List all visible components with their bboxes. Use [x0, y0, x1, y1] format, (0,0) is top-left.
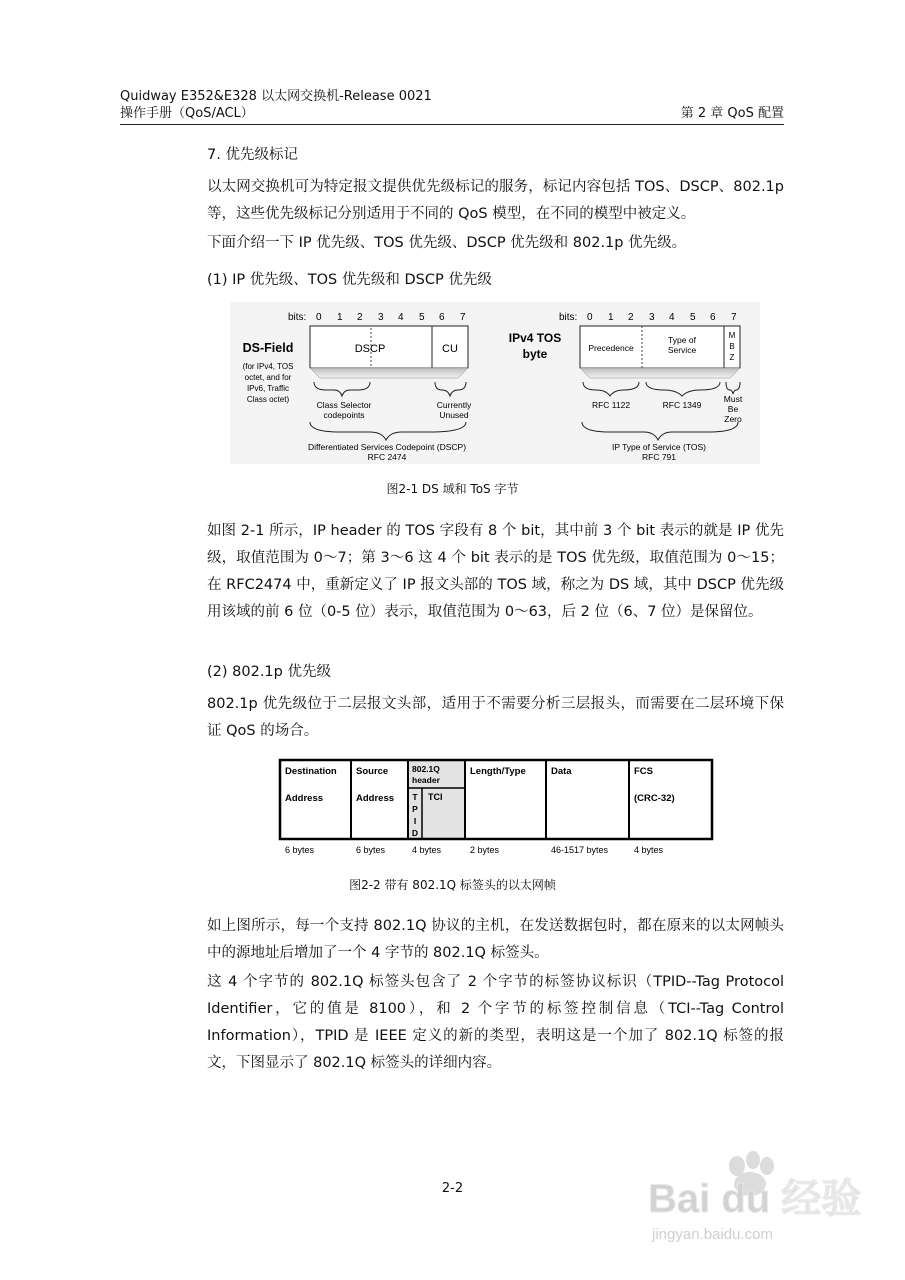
paragraph-8021q-tag: 如上图所示，每一个支持 802.1Q 协议的主机，在发送数据包时，都在原来的以太网帧头中的源地址后增加了一个 4 字节的 802.1Q 标签头。 — [207, 918, 784, 961]
svg-text:5: 5 — [690, 312, 696, 323]
paragraph-dscp-explanation: 如图 2-1 所示，IP header 的 TOS 字段有 8 个 bit，其中前 3 个 bit 表示的就是 IP 优先级，取值范围为 0～7；第 3～6 这 4 个 bit 表示的是 TOS 优先级，取值范围为 0～15；在 RFC2474 中，重新定义了 IP 报文头部的 TOS 域，称之为 DS 域，其中 DSCP 优先级用该域的前 6 位（0-5 位）表示，取值范围为 0～63，后 2 位（6、7 位）是保留位。 — [207, 523, 784, 620]
source-label: Source — [356, 766, 389, 777]
class-selector-label: Class Selector — [316, 400, 372, 410]
svg-text:2: 2 — [628, 312, 634, 323]
svg-text:4: 4 — [398, 312, 404, 323]
svg-text:Service: Service — [667, 345, 697, 355]
header-rule — [120, 124, 784, 125]
fcs-label: FCS — [634, 766, 653, 777]
tos-byte-title: IPv4 TOS — [508, 331, 562, 345]
tci-label: TCI — [428, 792, 443, 802]
size-length-type: 2 bytes — [470, 845, 500, 855]
svg-text:0: 0 — [587, 312, 593, 323]
svg-text:0: 0 — [316, 312, 322, 323]
svg-text:3: 3 — [378, 312, 384, 323]
svg-text:6: 6 — [710, 312, 716, 323]
type-of-service-label: Type of — [668, 335, 696, 345]
ds-field-title: DS-Field — [242, 341, 294, 355]
svg-text:3: 3 — [649, 312, 655, 323]
subheading-ip-tos-dscp: (1) IP 优先级、TOS 优先级和 DSCP 优先级 — [207, 272, 492, 288]
paragraph-tpid-tci: 这 4 个字节的 802.1Q 标签头包含了 2 个字节的标签协议标识（TPID--Tag Protocol Identifier，它的值是 8100），和 2 个字节的标签控制信息（TCI--Tag Control Information），TPID 是 IEEE 定义的新的类型，表明这是一个加了 802.1Q 标签的报文，下图显示了 802.1Q 标签头的详细内容。 — [207, 974, 784, 1071]
svg-text:1: 1 — [608, 312, 614, 323]
size-destination: 6 bytes — [285, 845, 315, 855]
svg-text:(for IPv4, TOS: (for IPv4, TOS — [242, 362, 294, 371]
rfc1349-label: RFC 1349 — [662, 400, 702, 410]
rfc1122-label: RFC 1122 — [591, 400, 631, 410]
paragraph-8021p: 802.1p 优先级位于二层报文头部，适用于不需要分析三层报头，而需要在二层环境下保证 QoS 的场合。 — [207, 696, 784, 739]
bits-label: bits: — [288, 312, 307, 323]
svg-text:T: T — [412, 792, 418, 802]
svg-text:P: P — [412, 804, 418, 814]
length-type-label: Length/Type — [470, 766, 526, 777]
svg-text:byte: byte — [522, 347, 548, 361]
svg-text:B: B — [729, 342, 735, 351]
svg-text:4: 4 — [669, 312, 675, 323]
manual-name: 操作手册（QoS/ACL） — [120, 106, 254, 121]
svg-text:M: M — [728, 331, 736, 340]
section-heading: 7. 优先级标记 — [207, 147, 298, 163]
svg-text:D: D — [411, 828, 419, 838]
size-fcs: 4 bytes — [634, 845, 664, 855]
svg-text:2: 2 — [357, 312, 363, 323]
subheading-8021p: (2) 802.1p 优先级 — [207, 664, 331, 680]
dscp-full-label: Differentiated Services Codepoint (DSCP) — [307, 442, 467, 452]
svg-text:7: 7 — [460, 312, 466, 323]
cu-label: CU — [442, 343, 458, 355]
svg-text:7: 7 — [731, 312, 737, 323]
watermark-logo: Bai du 经验 — [648, 1177, 862, 1221]
figure1-caption: 图2-1 DS 域和 ToS 字节 — [386, 482, 519, 496]
destination-label: Destination — [285, 766, 337, 777]
svg-text:(CRC-32): (CRC-32) — [634, 793, 675, 804]
svg-text:Unused: Unused — [439, 410, 469, 420]
doc-title: Quidway E352&E328 以太网交换机-Release 0021 — [120, 89, 432, 104]
must-be-zero-label: Must — [723, 394, 743, 404]
data-label: Data — [551, 766, 572, 777]
bits-label-tos: bits: — [559, 312, 578, 323]
precedence-label: Precedence — [588, 343, 634, 353]
paragraph-overview: 下面介绍一下 IP 优先级、TOS 优先级、DSCP 优先级和 802.1p 优先级。 — [207, 235, 687, 251]
currently-unused-label: Currently — [436, 400, 472, 410]
svg-text:Zero: Zero — [724, 414, 742, 424]
rfc791-label: RFC 791 — [641, 452, 677, 462]
ds-tos-figure — [230, 302, 760, 464]
size-source: 6 bytes — [356, 845, 386, 855]
svg-text:Z: Z — [729, 353, 735, 362]
baidu-watermark — [640, 1140, 862, 1250]
svg-text:octet, and for: octet, and for — [244, 373, 292, 382]
svg-text:Address: Address — [356, 793, 395, 804]
svg-text:Be: Be — [727, 404, 739, 414]
svg-text:5: 5 — [419, 312, 425, 323]
svg-text:I: I — [413, 816, 417, 826]
svg-text:Class octet): Class octet) — [246, 395, 290, 404]
ethernet-frame-figure — [276, 757, 716, 857]
svg-text:IPv6, Traffic: IPv6, Traffic — [246, 384, 290, 393]
watermark-url: jingyan.baidu.com — [652, 1226, 773, 1243]
svg-text:Address: Address — [285, 793, 324, 804]
dot1q-header-label: 802.1Q — [412, 764, 440, 774]
tos-full-label: IP Type of Service (TOS) — [611, 442, 707, 452]
dscp-label: DSCP — [354, 343, 386, 355]
chapter-title: 第 2 章 QoS 配置 — [680, 106, 784, 121]
page-number: 2-2 — [441, 1181, 464, 1196]
paragraph-intro: 以太网交换机可为特定报文提供优先级标记的服务，标记内容包括 TOS、DSCP、802.1p 等，这些优先级标记分别适用于不同的 QoS 模型，在不同的模型中被定义。 — [207, 179, 784, 222]
svg-text:6: 6 — [439, 312, 445, 323]
size-dot1q: 4 bytes — [412, 845, 442, 855]
figure2-caption: 图2-2 带有 802.1Q 标签头的以太网帧 — [349, 878, 556, 892]
svg-text:1: 1 — [337, 312, 343, 323]
svg-text:header: header — [412, 775, 440, 785]
rfc2474-label: RFC 2474 — [367, 452, 407, 462]
size-data: 46-1517 bytes — [551, 845, 609, 855]
svg-text:codepoints: codepoints — [323, 410, 365, 420]
